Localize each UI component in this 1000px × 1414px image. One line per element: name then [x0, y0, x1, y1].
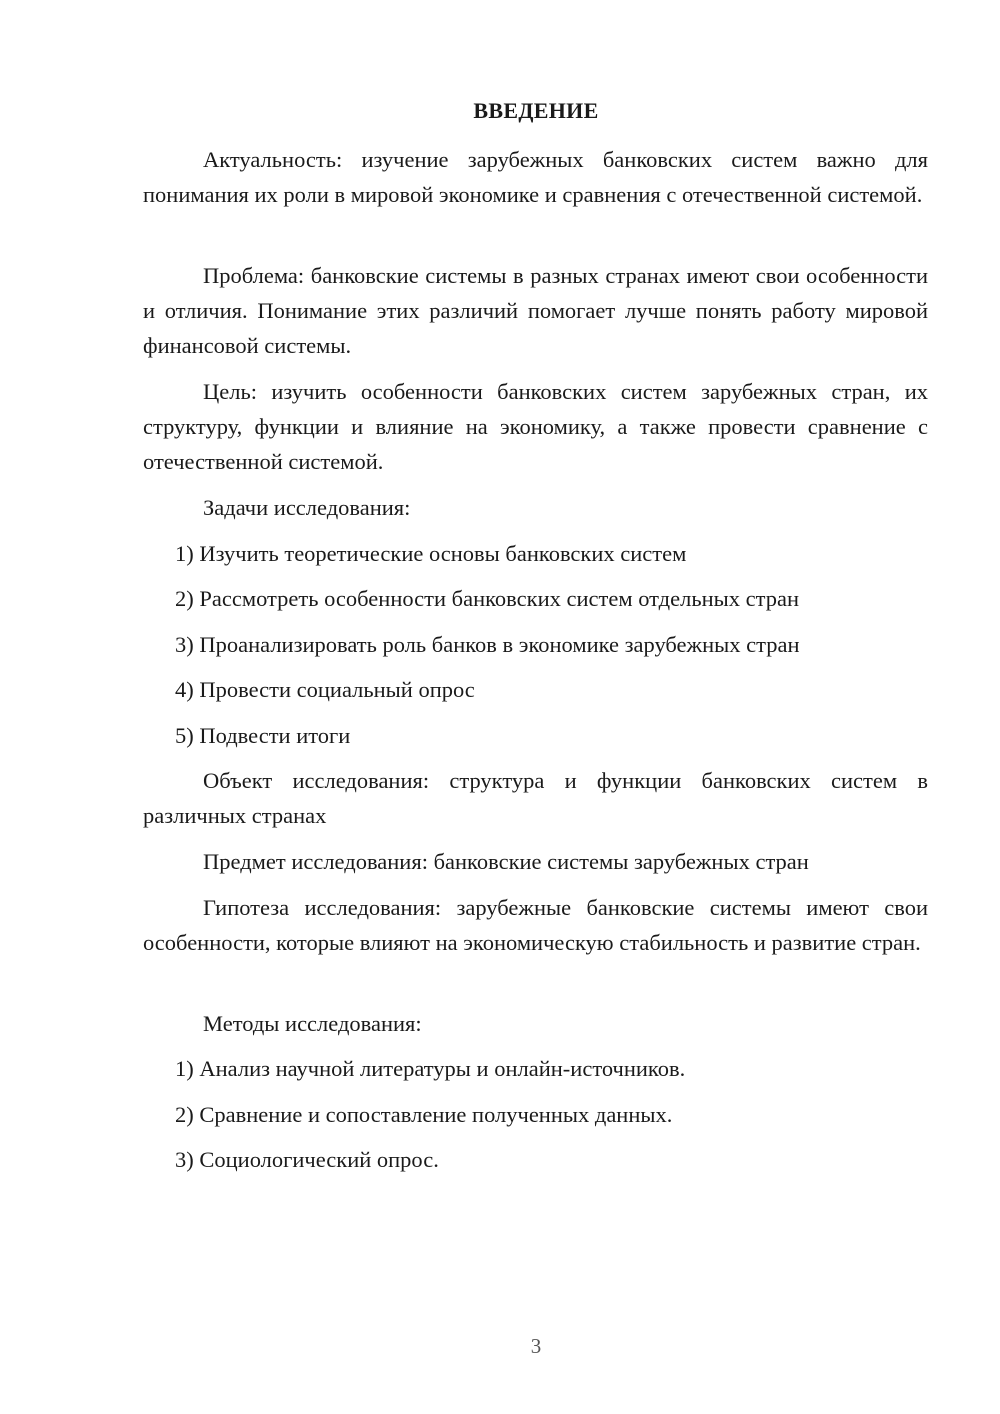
subject-paragraph: Предмет исследования: банковские системы зарубежных стран [203, 849, 809, 874]
relevance-paragraph: Актуальность: изучение зарубежных банковских систем важно для понимания их роли в мировой экономике и сравнения с отечественной системой. [143, 147, 928, 207]
tasks-heading: Задачи исследования: [203, 495, 411, 520]
page-number: 3 [530, 1334, 542, 1358]
methods-heading: Методы исследования: [203, 1011, 422, 1036]
goal-paragraph: Цель: изучить особенности банковских систем зарубежных стран, их структуру, функции и влияние на экономику, а также провести сравнение с отечественной системой. [143, 379, 928, 474]
task-item: 1) Изучить теоретические основы банковских систем [175, 541, 687, 566]
method-item: 2) Сравнение и сопоставление полученных данных. [175, 1102, 673, 1127]
method-item: 1) Анализ научной литературы и онлайн-источников. [175, 1056, 686, 1081]
problem-paragraph: Проблема: банковские системы в разных странах имеют свои особенности и отличия. Понимание этих различий помогает лучше понять работу мировой финансовой системы. [143, 263, 928, 358]
hypothesis-paragraph: Гипотеза исследования: зарубежные банковские системы имеют свои особенности, которые влияют на экономическую стабильность и развитие стран. [143, 895, 928, 955]
object-paragraph: Объект исследования: структура и функции банковских систем в различных странах [143, 768, 928, 828]
task-item: 3) Проанализировать роль банков в экономике зарубежных стран [175, 632, 800, 657]
task-item: 4) Провести социальный опрос [175, 677, 475, 702]
task-item: 5) Подвести итоги [175, 723, 351, 748]
page-title: ВВЕДЕНИЕ [473, 98, 599, 123]
method-item: 3) Социологический опрос. [175, 1147, 439, 1172]
task-item: 2) Рассмотреть особенности банковских систем отдельных стран [175, 586, 800, 611]
